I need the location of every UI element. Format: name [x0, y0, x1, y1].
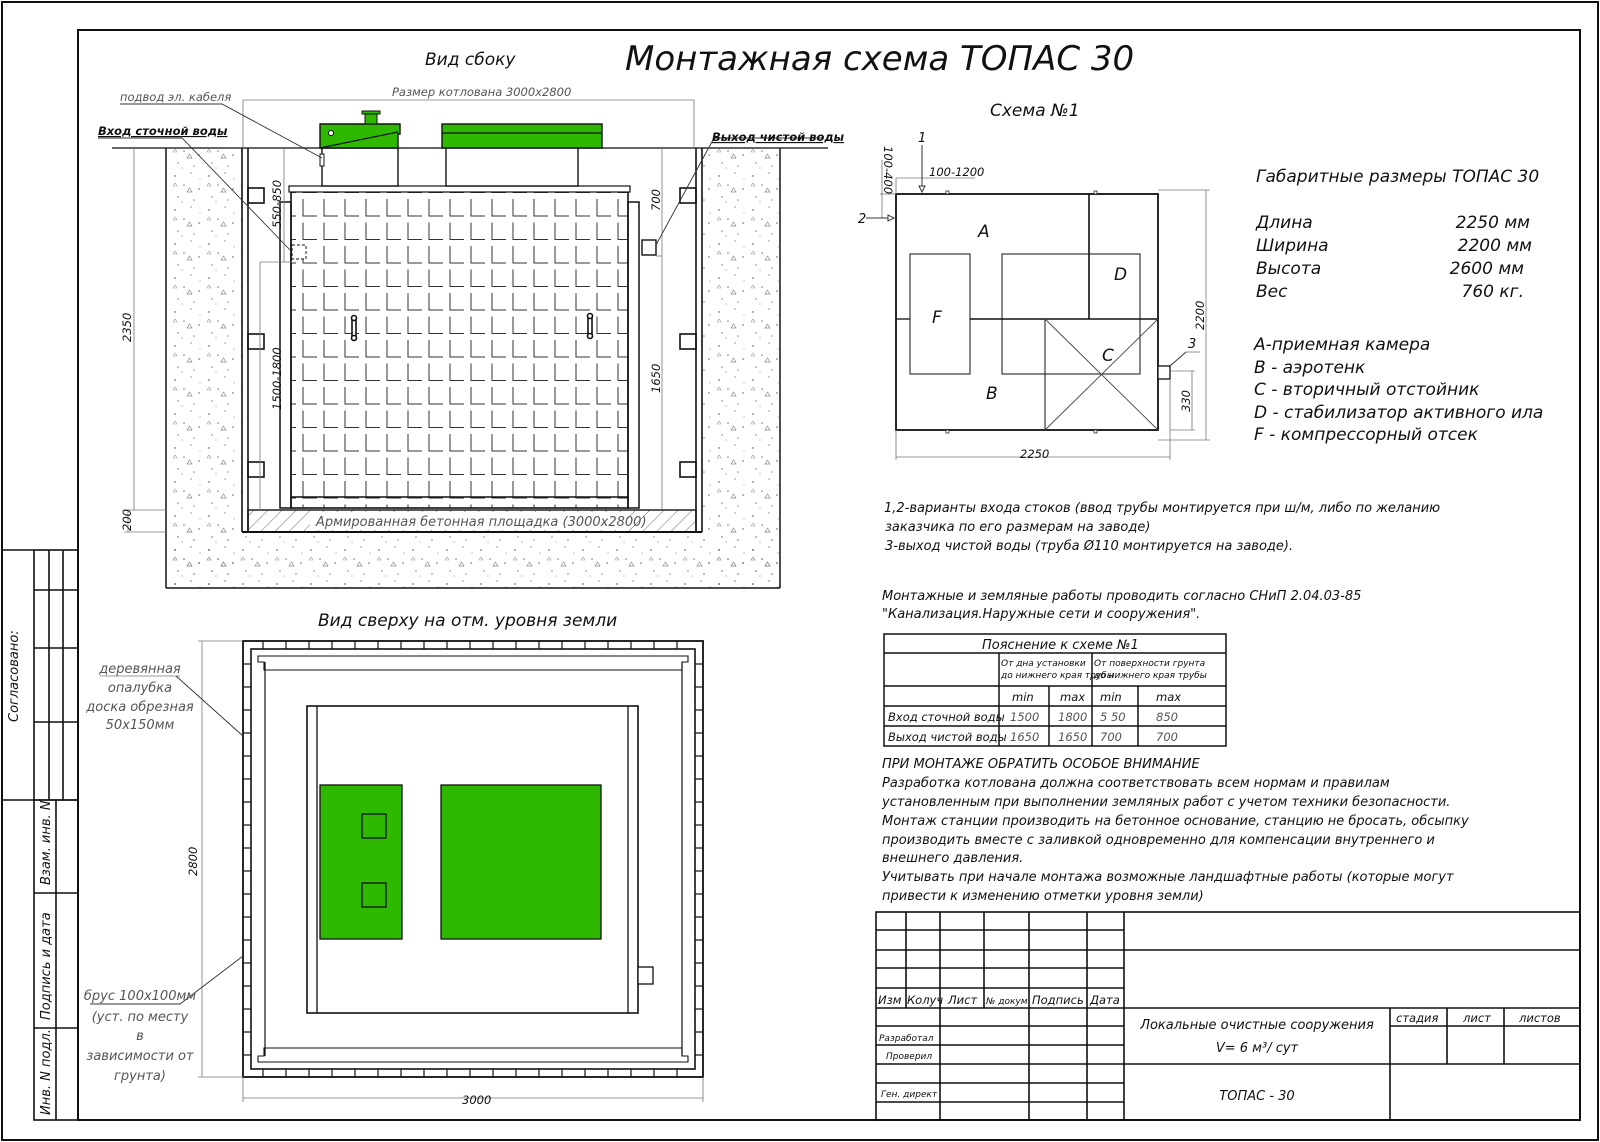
soil-right [702, 148, 780, 588]
attention-line-6: Учитывать при начале монтажа возможные ландшафтные работы (которые могут [882, 870, 1454, 885]
row2-label: Выход чистой воды [888, 730, 1007, 744]
note-2: заказчика по его размерам на заводе) [885, 520, 1151, 535]
regulation-2: "Канализация.Наружные сети и сооружения". [882, 607, 1201, 622]
row2-v4: 700 [1156, 730, 1178, 744]
tb-role-director: Ген. директ [881, 1090, 938, 1100]
formwork-label [85, 662, 194, 733]
legend-f: F - компрессорный отсек [1254, 425, 1478, 445]
side-view [98, 85, 845, 588]
tb-header-koluch: Колуч [907, 993, 944, 1007]
title-block [876, 912, 1580, 1120]
zone-f: F [932, 308, 942, 328]
main-lid [442, 124, 602, 148]
zone-a: A [978, 222, 990, 242]
tank-body [291, 190, 628, 508]
scheme-title: Схема №1 [990, 101, 1080, 121]
tb-role-checked: Проверил [886, 1052, 933, 1062]
main-title: Монтажная схема ТОПАС 30 [625, 39, 1135, 79]
strip-cell-signature: Подпись и дата [39, 912, 54, 1020]
zone-c: C [1102, 346, 1114, 366]
attention-line-4: производить вместе с заливкой одновременно для компенсации внутреннего и [882, 833, 1435, 848]
specs-title: Габаритные размеры ТОПАС 30 [1256, 167, 1540, 187]
regulation-1: Монтажные и земляные работы проводить согласно СНиП 2.04.03-85 [882, 589, 1362, 604]
row2-v2: 1650 [1058, 730, 1088, 744]
top-main-lid [441, 785, 601, 939]
legend-d: D - стабилизатор активного ила [1254, 403, 1544, 423]
group1-line2: до нижнего края трубы [1001, 671, 1114, 681]
tb-header-date: Дата [1090, 993, 1120, 1007]
slab-label: Армированная бетонная площадка (3000x2800) [316, 515, 647, 530]
tb-name-line2: V= 6 м³/ сут [1215, 1041, 1299, 1056]
outlet-label: Выход чистой воды [712, 130, 845, 144]
note-3: 3-выход чистой воды (труба Ø110 монтируется на заводе). [885, 539, 1294, 554]
tb-product: ТОПАС - 30 [1219, 1089, 1295, 1104]
tb-header-izm: Изм [878, 993, 902, 1007]
group2-line2: до нижнего края трубы [1094, 671, 1207, 681]
specs-block [1255, 167, 1539, 302]
row1-v4: 850 [1156, 710, 1178, 724]
dim-length: 2250 [1020, 447, 1050, 461]
legend-a: А-приемная камера [1254, 335, 1431, 355]
sub-min-1: min [1012, 690, 1034, 704]
dim-top-width: 3000 [462, 1093, 492, 1107]
beam-label [84, 989, 196, 1084]
beam-line-2: (уст. по месту [91, 1010, 189, 1025]
marker-2: 2 [858, 212, 867, 227]
attention-line-2: установленным при выполнении земляных работ с учетом техники безопасности. [882, 795, 1451, 810]
formwork-line-3: доска обрезная [86, 700, 194, 715]
spec-label-weight: Вес [1256, 282, 1288, 302]
row2-v3: 700 [1100, 730, 1122, 744]
spec-value-weight: 760 кг. [1461, 282, 1524, 302]
soil-bottom [166, 532, 780, 588]
tb-sheet: лист [1463, 1011, 1491, 1025]
tb-header-sign: Подпись [1032, 993, 1084, 1007]
attention-heading: ПРИ МОНТАЖЕ ОБРАТИТЬ ОСОБОЕ ВНИМАНИЕ [882, 757, 1200, 772]
inlet-label: Вход сточной воды [98, 124, 228, 138]
attention-line-3: Монтаж станции производить на бетонное основание, станцию не бросать, обсыпку [882, 814, 1469, 829]
dim-side: 100-400 [881, 146, 895, 195]
spec-value-height: 2600 мм [1449, 259, 1524, 279]
attention-line-7: привести к изменению отметки уровня земли) [882, 889, 1204, 904]
dim-outlet: 330 [1179, 390, 1193, 412]
row1-v1: 1500 [1010, 710, 1040, 724]
dim-inlet-depth: 550-850 [270, 179, 284, 228]
note-1: 1,2-варианты входа стоков (ввод трубы монтируется при ш/м, либо по желанию [884, 501, 1441, 516]
row2-v1: 1650 [1010, 730, 1040, 744]
sub-max-2: max [1156, 690, 1182, 704]
table-title: Пояснение к схеме №1 [982, 638, 1139, 653]
sub-max-1: max [1060, 690, 1086, 704]
group2-line1: От поверхности грунта [1094, 659, 1206, 669]
cable-label: подвод эл. кабеля [120, 90, 232, 104]
spec-label-width: Ширина [1256, 236, 1329, 256]
legend-c: С - вторичный отстойник [1254, 380, 1480, 400]
formwork-line-2: опалубка [107, 681, 173, 696]
formwork-line-4: 50x150мм [105, 718, 175, 733]
zone-legend [1253, 335, 1543, 445]
zone-b: B [986, 384, 998, 404]
strip-cell-inventory: Инв. N подл. [39, 1029, 54, 1115]
top-view [84, 641, 703, 1107]
soil-left [166, 148, 242, 588]
beam-line-5: грунта) [114, 1069, 166, 1084]
formwork-line-1: деревянная [99, 662, 181, 677]
dim-width: 2200 [1193, 300, 1207, 330]
tb-role-developed: Разработал [879, 1034, 934, 1044]
legend-b: В - аэротенк [1254, 358, 1366, 378]
zone-d: D [1114, 265, 1128, 285]
spec-label-height: Высота [1256, 259, 1322, 279]
explanation-table [884, 634, 1226, 746]
tb-header-doc: № докум [986, 997, 1028, 1007]
beam-line-3: в [136, 1029, 144, 1044]
dim-inlet-height: 1500-1800 [270, 347, 284, 410]
tb-header-list: Лист [948, 993, 978, 1007]
dim-outlet-height: 1650 [649, 363, 663, 393]
agreed-label: Согласовано: [7, 630, 22, 722]
tb-stage: стадия [1396, 1011, 1439, 1025]
side-view-title: Вид сбоку [425, 50, 516, 70]
spec-value-length: 2250 мм [1455, 213, 1530, 233]
dim-total-depth: 2350 [120, 312, 134, 342]
tb-sheets: листов [1519, 1011, 1561, 1025]
dim-outlet-depth: 700 [649, 189, 663, 211]
scheme-diagram [858, 131, 1210, 461]
marker-3: 3 [1188, 337, 1197, 352]
spec-label-length: Длина [1256, 213, 1313, 233]
beam-line-4: зависимости от [86, 1049, 194, 1064]
row1-label: Вход сточной воды [888, 710, 1005, 724]
compressor-lid [320, 124, 400, 148]
dim-slab: 200 [120, 509, 134, 531]
attention-line-1: Разработка котлована должна соответствовать всем нормам и правилам [882, 776, 1390, 791]
beam-line-1: брус 100x100мм [83, 989, 197, 1004]
marker-1: 1 [918, 131, 927, 146]
top-compressor-lid [320, 785, 402, 939]
sub-min-2: min [1100, 690, 1122, 704]
attention-block [881, 757, 1469, 904]
dim-top: 100-1200 [929, 165, 985, 179]
pit-size-label: Размер котлована 3000x2800 [392, 85, 572, 99]
group1-line1: От дна установки [1001, 659, 1086, 669]
row1-v3: 5 50 [1100, 710, 1126, 724]
spec-value-width: 2200 мм [1457, 236, 1532, 256]
strip-cell-replace: Взам. инв. N [39, 800, 54, 885]
top-view-title: Вид сверху на отм. уровня земли [318, 611, 618, 631]
row1-v2: 1800 [1058, 710, 1088, 724]
attention-line-5: внешнего давления. [882, 851, 1024, 866]
dim-top-height: 2800 [186, 846, 200, 876]
tb-name-line1: Локальные очистные сооружения [1140, 1018, 1374, 1033]
